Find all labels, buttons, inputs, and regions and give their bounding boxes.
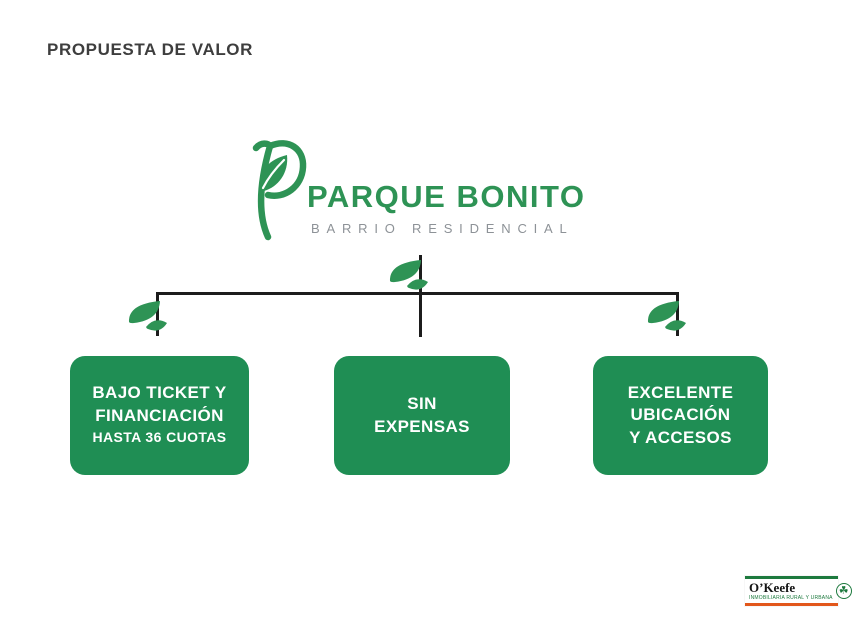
value-box-line: BAJO TICKET Y <box>92 383 227 403</box>
value-box-line: FINANCIACIÓN <box>95 405 224 425</box>
leaf-sprig-icon <box>641 296 687 333</box>
page-title: PROPUESTA DE VALOR <box>47 40 254 59</box>
parque-bonito-leaf-p-icon <box>244 137 306 243</box>
connector-horizontal-line <box>156 292 679 295</box>
leaf-sprig-icon <box>122 296 168 333</box>
value-box-line: SIN <box>407 394 437 414</box>
okeefe-tagline: INMOBILIARIA RURAL Y URBANA <box>749 594 833 601</box>
value-box-subline: HASTA 36 CUOTAS <box>92 429 227 446</box>
logo-subtitle: BARRIO RESIDENCIAL <box>311 221 574 236</box>
value-box-line: UBICACIÓN <box>630 405 731 425</box>
value-box-line: EXPENSAS <box>374 416 470 436</box>
value-box-location <box>593 356 768 475</box>
value-box-financing <box>70 356 249 475</box>
leaf-sprig-icon <box>383 255 429 292</box>
value-box-line: EXCELENTE <box>627 382 734 402</box>
okeefe-orange-bar <box>745 603 838 606</box>
logo-wordmark: PARQUE BONITO <box>307 179 586 214</box>
value-box-line: Y ACCESOS <box>629 427 732 447</box>
okeefe-brand-name: O’Keefe <box>749 580 796 596</box>
shamrock-icon: ☘ <box>836 583 852 599</box>
value-box-no-expenses <box>334 356 510 475</box>
okeefe-logo <box>745 576 849 606</box>
